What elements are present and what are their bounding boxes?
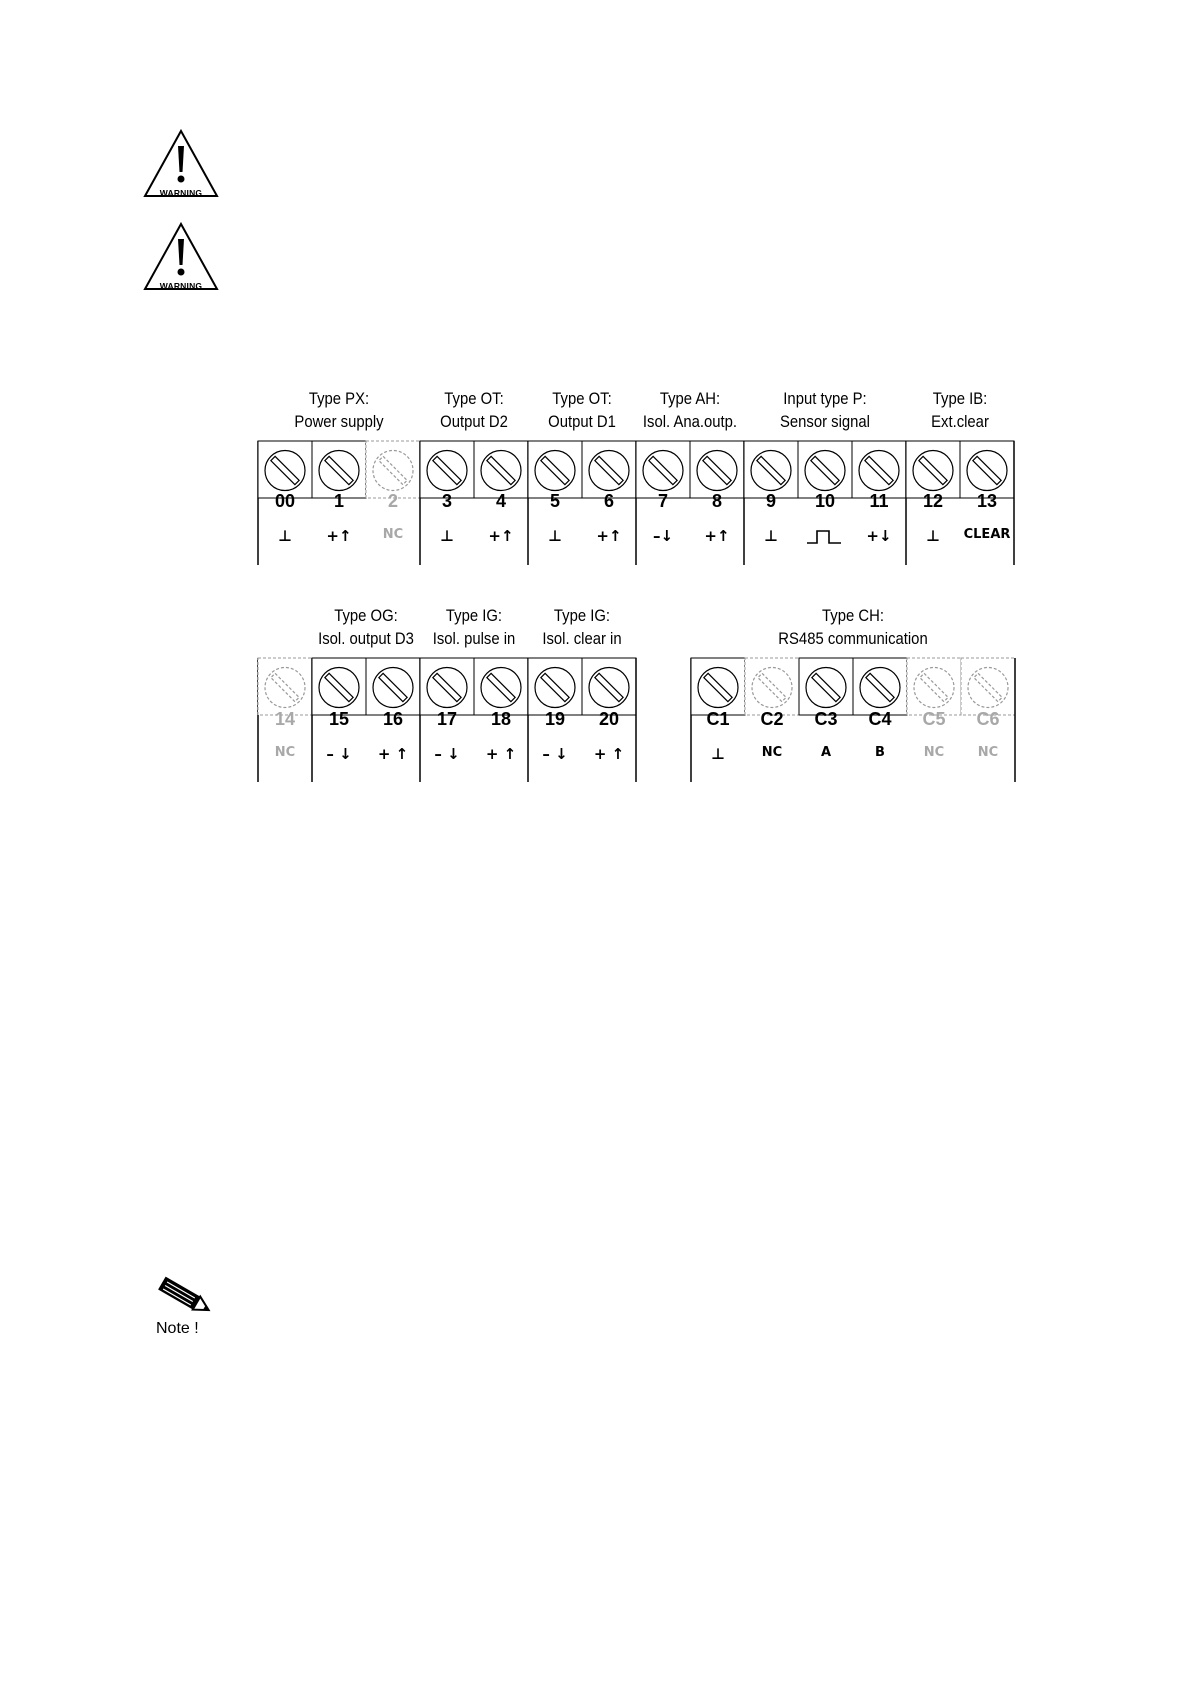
- terminal-symbol: NC: [977, 745, 999, 760]
- terminal-group-label: [689, 605, 1017, 651]
- group-type-label: Type IG:: [553, 607, 611, 625]
- terminal-number: 19: [544, 709, 566, 729]
- terminal-number: 2: [387, 491, 398, 511]
- terminal-number: 00: [274, 491, 296, 511]
- group-type-label: Input type P:: [783, 390, 867, 408]
- terminal-number: 11: [869, 491, 889, 511]
- terminal-symbol: – ↓: [542, 745, 568, 763]
- group-type-label: Type IB:: [932, 390, 988, 408]
- terminal-number: 4: [495, 491, 506, 511]
- note-block: [150, 1275, 220, 1345]
- pulse-signal-icon: [798, 527, 852, 546]
- terminal-symbol: NC: [761, 745, 783, 760]
- terminal-number: 16: [382, 709, 404, 729]
- terminal-symbol: ⊥: [926, 527, 940, 545]
- terminal-number: 1: [333, 491, 344, 511]
- terminal-number: 12: [922, 491, 944, 511]
- terminal-symbol: NC: [923, 745, 945, 760]
- terminal-number: C6: [976, 709, 1000, 729]
- terminal-number: C2: [760, 709, 784, 729]
- terminal-symbol: +↑: [488, 527, 514, 545]
- terminal-symbol: + ↑: [593, 745, 625, 763]
- terminal-symbol: +↓: [866, 527, 892, 545]
- group-type-label: Type OG:: [334, 607, 398, 625]
- group-function-label: Output D1: [548, 413, 616, 431]
- terminal-number: 10: [814, 491, 836, 511]
- terminal-number: 20: [598, 709, 620, 729]
- terminal-number: C5: [922, 709, 946, 729]
- terminal-symbol: + ↑: [377, 745, 409, 763]
- terminal-symbol: NC: [274, 745, 296, 760]
- terminal-symbol: ⊥: [711, 745, 725, 763]
- terminal-symbol: +↑: [326, 527, 352, 545]
- terminal-number: 13: [976, 491, 998, 511]
- terminal-symbol: + ↑: [485, 745, 517, 763]
- terminal-symbol: – ↓: [434, 745, 460, 763]
- terminal-symbol: +↑: [596, 527, 622, 545]
- terminal-group-label: [893, 388, 1026, 434]
- terminal-number: 14: [274, 709, 296, 729]
- terminal-symbol: ⊥: [764, 527, 778, 545]
- group-function-label: RS485 communication: [778, 630, 928, 648]
- terminal-number: 7: [657, 491, 668, 511]
- terminal-symbol: +↑: [704, 527, 730, 545]
- terminal-symbol: A: [820, 745, 832, 760]
- group-function-label: Power supply: [294, 413, 384, 431]
- terminal-symbol: –↓: [652, 527, 674, 545]
- terminal-number: 6: [603, 491, 614, 511]
- group-type-label: Type CH:: [822, 607, 884, 625]
- terminal-symbol: NC: [382, 527, 404, 542]
- group-function-label: Isol. pulse in: [432, 630, 516, 648]
- terminal-group-label: [734, 388, 916, 434]
- terminal-symbol: ⊥: [278, 527, 292, 545]
- group-type-label: Type OT:: [552, 390, 612, 408]
- group-function-label: Isol. output D3: [318, 630, 414, 648]
- terminal-number: C1: [706, 709, 730, 729]
- warning-label: WARNING: [159, 281, 203, 291]
- terminal-group-label: [248, 388, 430, 434]
- terminal-number: 9: [765, 491, 776, 511]
- group-function-label: Isol. clear in: [542, 630, 622, 648]
- terminal-number: 8: [711, 491, 722, 511]
- terminal-number: 17: [436, 709, 458, 729]
- group-function-label: Output D2: [440, 413, 508, 431]
- terminal-number: 3: [441, 491, 452, 511]
- terminal-number: C4: [868, 709, 892, 729]
- group-function-label: Isol. Ana.outp.: [642, 413, 738, 431]
- note-label: Note !: [156, 1320, 199, 1337]
- terminal-number: 18: [490, 709, 512, 729]
- terminal-symbol: ⊥: [440, 527, 454, 545]
- terminal-number: C3: [814, 709, 838, 729]
- group-type-label: Type PX:: [308, 390, 370, 408]
- terminal-number: 15: [328, 709, 350, 729]
- pencil-icon: [150, 1275, 220, 1320]
- group-function-label: Ext.clear: [931, 413, 989, 431]
- terminal-symbol: B: [875, 745, 885, 760]
- terminal-group-label: [515, 605, 648, 651]
- group-type-label: Type OT:: [444, 390, 504, 408]
- group-type-label: Type AH:: [659, 390, 721, 408]
- group-function-label: Sensor signal: [780, 413, 870, 431]
- terminal-symbol: – ↓: [326, 745, 352, 763]
- terminal-number: 5: [549, 491, 560, 511]
- group-type-label: Type IG:: [445, 607, 503, 625]
- terminal-symbol: CLEAR: [963, 527, 1011, 542]
- terminal-symbol: ⊥: [548, 527, 562, 545]
- warning-label: WARNING: [159, 188, 203, 198]
